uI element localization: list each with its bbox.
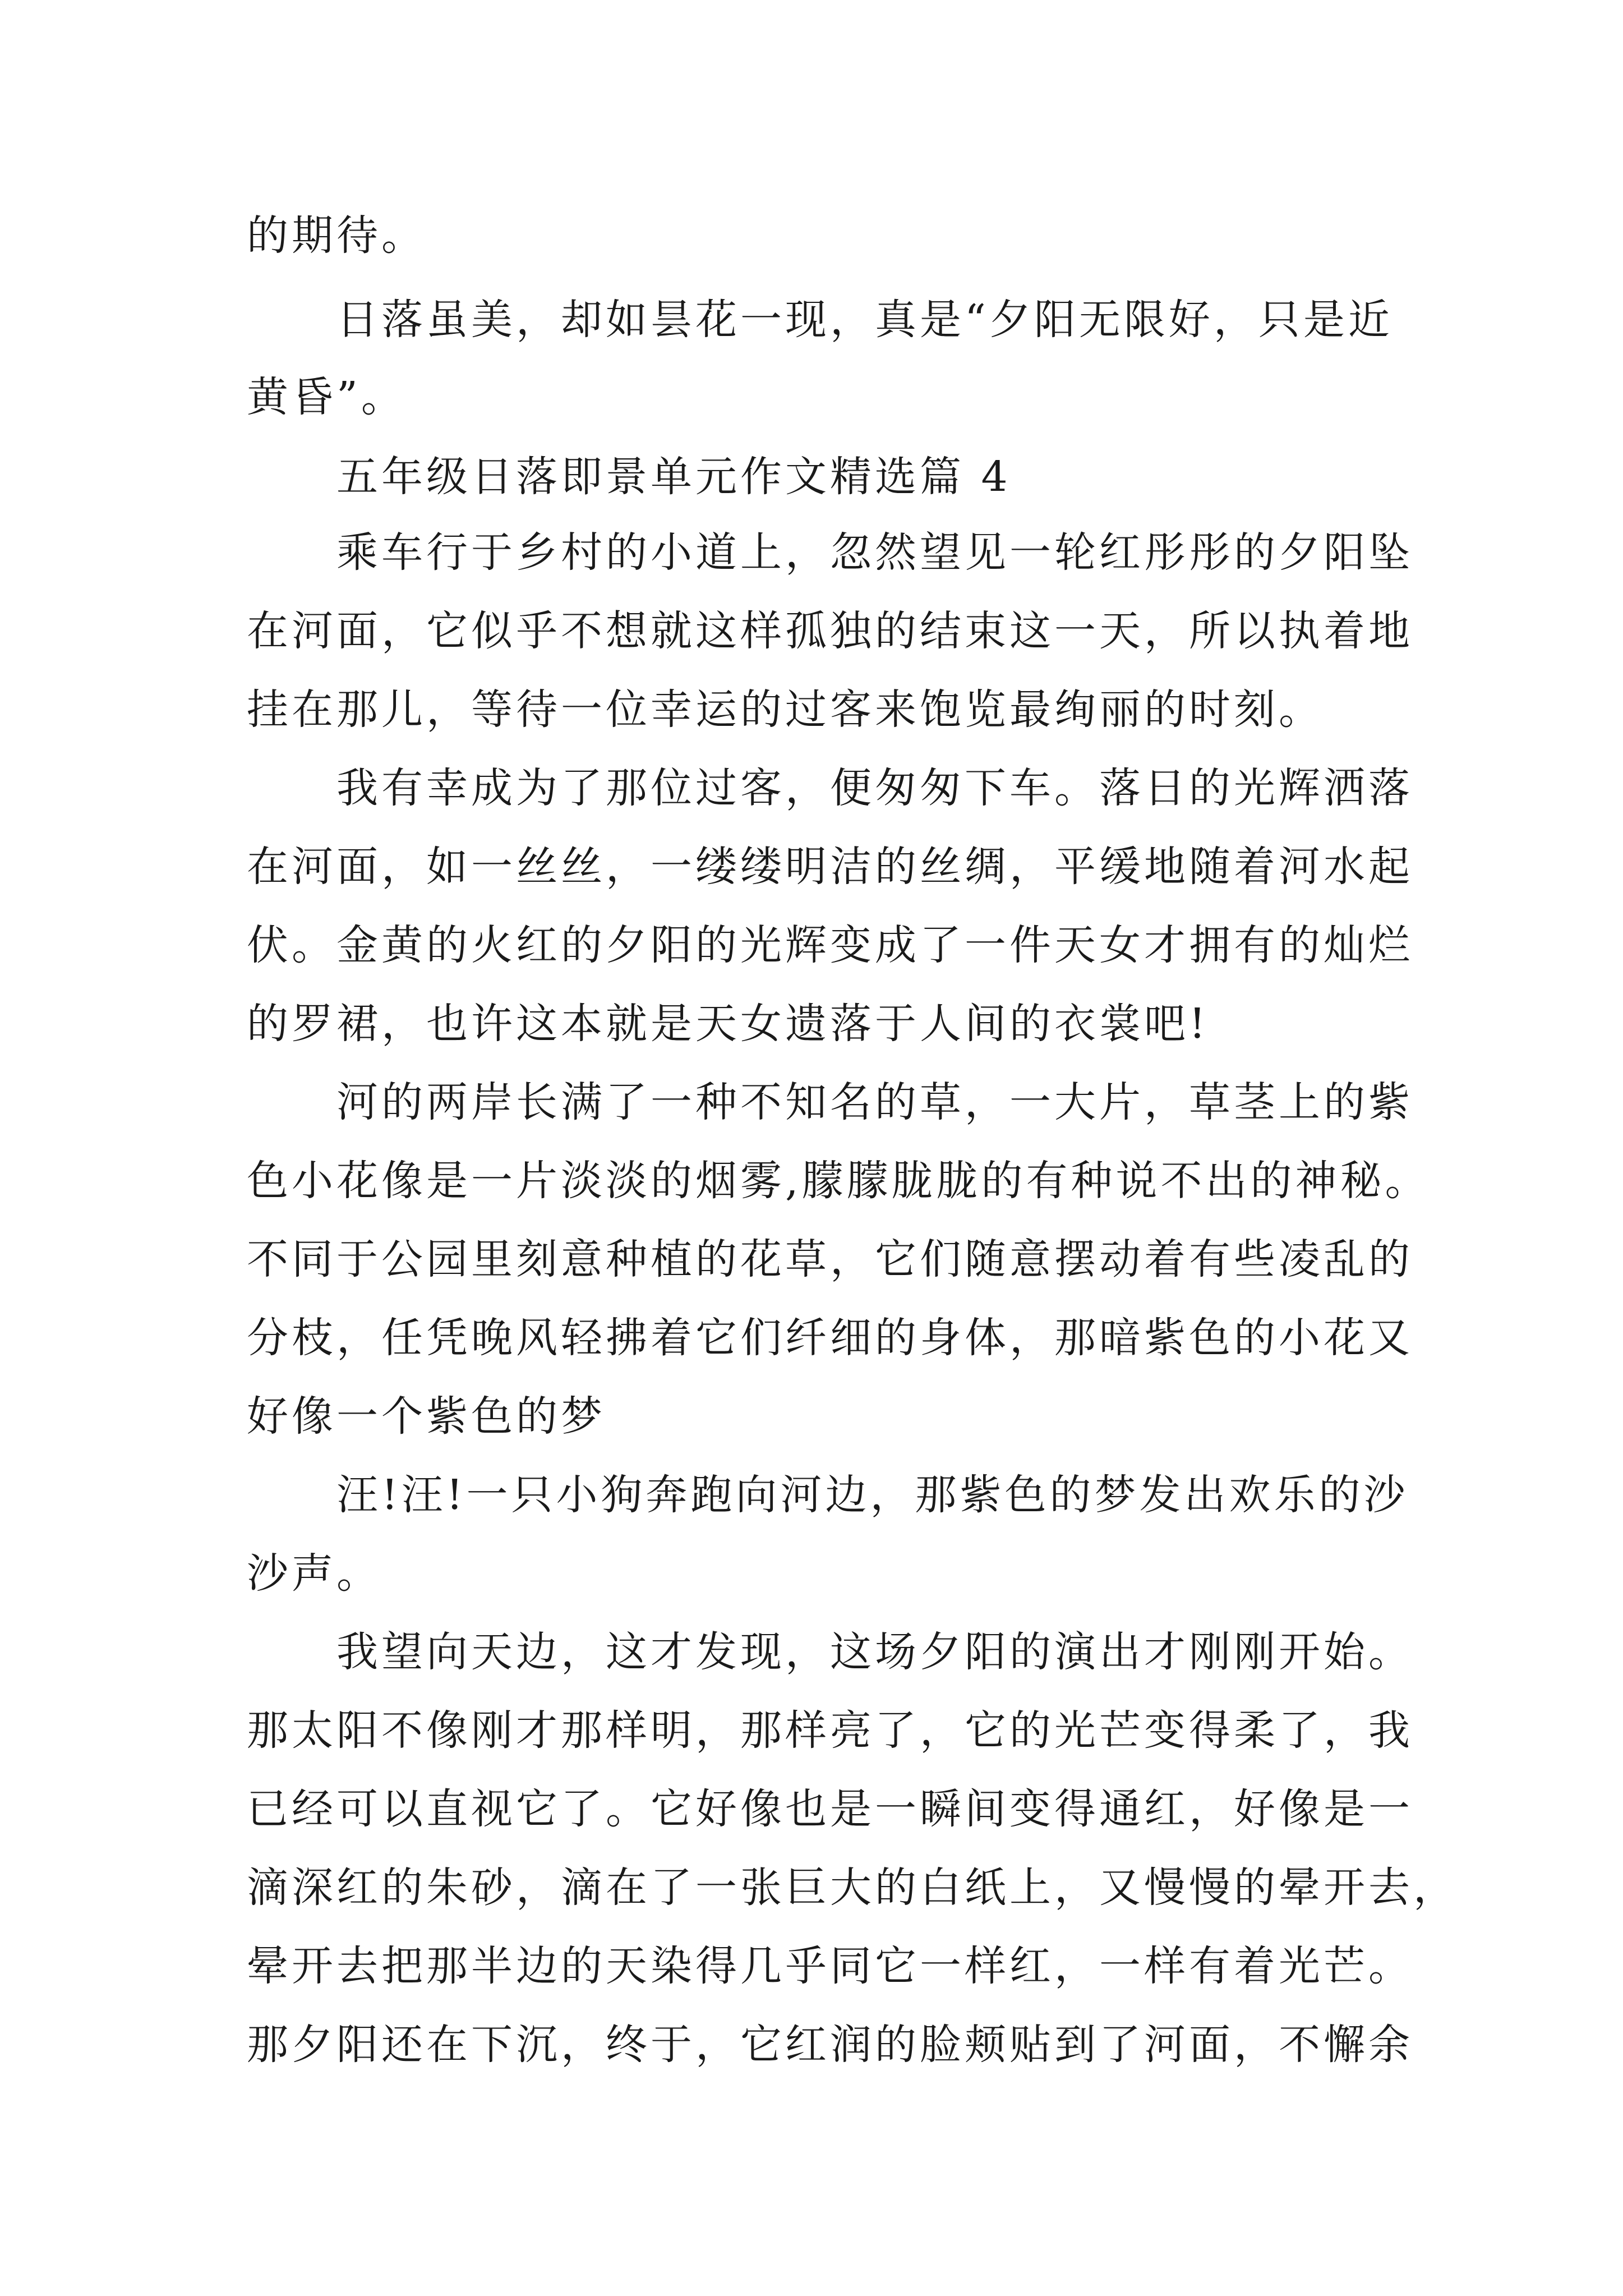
- text-line: 好像一个紫色的梦: [247, 1392, 606, 1441]
- text-line: 我有幸成为了那位过客，便匆匆下车。落日的光辉洒落: [336, 764, 1413, 812]
- text-line: 汪!汪!一只小狗奔跑向河边，那紫色的梦发出欢乐的沙: [336, 1471, 1409, 1519]
- text-line: 滴深红的朱砂，滴在了一张巨大的白纸上，又慢慢的晕开去，: [247, 1864, 1458, 1912]
- text-line: 晕开去把那半边的天染得几乎同它一样红，一样有着光芒。: [247, 1942, 1413, 1990]
- section-heading: 五年级日落即景单元作文精选篇 4: [336, 453, 1011, 501]
- text-line: 在河面，它似乎不想就这样孤独的结束这一天，所以执着地: [247, 607, 1413, 655]
- text-line: 我望向天边，这才发现，这场夕阳的演出才刚刚开始。: [336, 1628, 1413, 1676]
- text-line: 沙声。: [247, 1549, 381, 1598]
- text-line: 挂在那儿，等待一位幸运的过客来饱览最绚丽的时刻。: [247, 685, 1324, 734]
- text-line: 那太阳不像刚才那样明，那样亮了，它的光芒变得柔了，我: [247, 1706, 1413, 1755]
- text-line: 的罗裙，也许这本就是天女遗落于人间的衣裳吧!: [247, 1000, 1209, 1048]
- text-line: 分枝，任凭晚风轻拂着它们纤细的身体，那暗紫色的小花又: [247, 1314, 1413, 1362]
- text-line: 河的两岸长满了一种不知名的草，一大片，草茎上的紫: [336, 1078, 1413, 1126]
- text-line: 的期待。: [247, 211, 426, 260]
- text-line: 已经可以直视它了。它好像也是一瞬间变得通红，好像是一: [247, 1785, 1413, 1833]
- text-line: 黄昏”。: [247, 373, 406, 421]
- text-line: 伏。金黄的火红的夕阳的光辉变成了一件天女才拥有的灿烂: [247, 921, 1413, 969]
- text-line: 在河面，如一丝丝，一缕缕明洁的丝绸，平缓地随着河水起: [247, 843, 1413, 891]
- text-line: 那夕阳还在下沉，终于，它红润的脸颊贴到了河面，不懈余: [247, 2021, 1413, 2069]
- text-line: 日落虽美，却如昙花一现，真是“夕阳无限好，只是近: [336, 296, 1393, 344]
- text-line: 色小花像是一片淡淡的烟雾,朦朦胧胧的有种说不出的神秘。: [247, 1157, 1430, 1205]
- text-line: 乘车行于乡村的小道上，忽然望见一轮红彤彤的夕阳坠: [336, 528, 1413, 577]
- text-line: 不同于公园里刻意种植的花草，它们随意摆动着有些凌乱的: [247, 1235, 1413, 1283]
